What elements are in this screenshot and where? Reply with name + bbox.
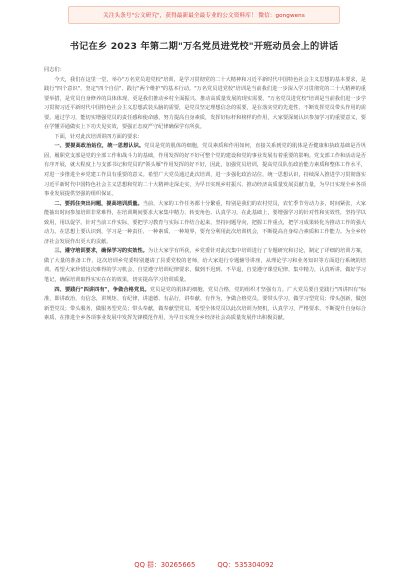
section-1 <box>44 142 366 199</box>
section-2-heading: 二、要抓住突出问题，提高培训质量。 <box>54 200 143 207</box>
section-4-text: 党员是党的肌体的细胞，党员合格，党的组织才坚强有力。广大党员要自觉践行"四讲四有"标准，即讲政治、有信念，讲规矩、有纪律，讲道德、有品行，讲奉献、有作为，争做合格党员。要带头学习，做学习型党员；带头创新，做创新型党员；带头服务，做服务型党员；带头奉献，做奉献型党员。希望全体党员以此次培训为契机，认真学习，严格要求，不断提升自身综合素质，在推进全乡各项事业发展中发挥先锋模范作用，为早日实现全乡经济社会高质量发展作出积极贡献。 <box>44 286 367 322</box>
section-2-text: 当前，大家的工作任务都十分繁重，特别是我们的农村党员，农忙季节劳动力多，时间紧张，大家能抽出时间参加培训非常难得，在培训期间要求大家集中精力、转变角色、认真学习，在此基础上，要增强学习的针对性和实效性，坚持学以致用，用以促学。针对当前工作实际，要把学习教育与实际工作结合起来，坚持问题导向，把握工作重点，把学习成果转化为推动工作的强大动力。在思想上要认识到，学习是一种责任、一种素质、一种境界，要充分利用此次培训机会，不断提高自身综合素质和工作能力。为全乡经济社会发展作出更大的贡献。 <box>44 200 366 245</box>
section-2 <box>44 200 366 248</box>
intro-paragraph-1: 今天，我们在这里一堂，举办"万名党员进党校"培训，是学习贯彻党的二十大精神和习近平新时代中国特色社会主义思想的基本要求，是践行"四个意识"、坚定"四个自信"、践行"两个维护"的基本行动。"万名党员进党校"培训是当前我们进一步深入学习贯彻党的二十大精神的重要举措，是党员自身修养的具体体现，更是我们推动乡村全面振兴、推动高质量发展的现实需要。"万名党员进党校"培训是当前我们进一步学习贯彻习近平新时代中国特色社会主义思想武装头脑的需要，是党员坚定理想信念的需要，是在落实党的先进性、不断发挥党员带头作用的需要。通过学习，能切实增强党员的责任感和使命感，努力提高自身素质，发挥好标杆和榜样的作用，大家要深刻认识参加学习的重要意义，要在学懂弄通做实上下功夫见实效，要强正态度严守纪律确保学有所获。 <box>44 76 366 131</box>
section-4 <box>44 286 366 324</box>
document-title: 书记在乡 2023 年第二期"万名党员进党校"开班动员会上的讲话 <box>69 41 339 52</box>
section-1-heading: 一、要提高政治站位，统一思想认识。 <box>54 143 145 150</box>
section-1-text: 党员是党的肌体的细胞，党员素质和作用如何，直接关系到党的肌体是否健康和执政基础是否巩固，履职党支部是党的全部工作和战斗力的基础，作用发挥的好不好可整个党的建设和党的事业发展有着重要的影响。党支部工作和活动是否有序开展，就大程度上与支部书记和党员的"领头雁"作用发挥的好不好，因此，加强党员培训，提高党员队伍政治能力素质和整体工作水平，对进一步推进全乡党建工作具有重要的意义。希望广大党员通过此次培训，进一步强化政治站位，统一思想认识，持续深入推进学习贯彻落实习近平新时代中国特色社会主义思想和党的二十大精神走深走实，为早日实现乡村振兴、推动经济高质量发展贡献力量，为早日实现全乡各项事业发展提供坚强的组织保证。 <box>44 143 366 198</box>
section-3-text: 为让大家学有所获，乡党委针对此次集中培训进行了专题研究和讨论，制定了详细的培训方案，做了大量的准备工作，这次培训乡党委特别邀请了县委党校的老师，给大家进行专题辅导讲座，从理论学习和业务知识等方面进行系统的培训。希望大家珍惜这次难得的学习机会，自觉遵守培训纪律要求，做到不迟到、不早退，自觉遵守课堂纪律，集中精力，认真听讲，做好学习笔记，确保培训取得实实在在的效果，切实提高学习培训质量。 <box>44 248 366 284</box>
qq-text: QQ：535304092 <box>217 561 274 569</box>
bottom-banner <box>110 558 298 570</box>
document-body <box>44 66 366 324</box>
top-banner <box>68 6 340 24</box>
section-3-heading: 三、遵守培训要求，确保学习的实效性。 <box>54 248 148 255</box>
section-4-heading: 四、要践行"四讲四有"，争做合格党员。 <box>54 286 150 293</box>
qq-group-text: QQ 群：30265665 <box>134 561 196 569</box>
intro-paragraph-2: 下面，针对此次培训讲四方面的要求： <box>54 133 143 140</box>
section-3 <box>44 247 366 285</box>
greeting: 同志们： <box>44 67 65 73</box>
top-banner-text: 关注头条号"公文研究"，获得最新最全最专业的公文资料库！ 微信：gongwens <box>103 13 305 19</box>
